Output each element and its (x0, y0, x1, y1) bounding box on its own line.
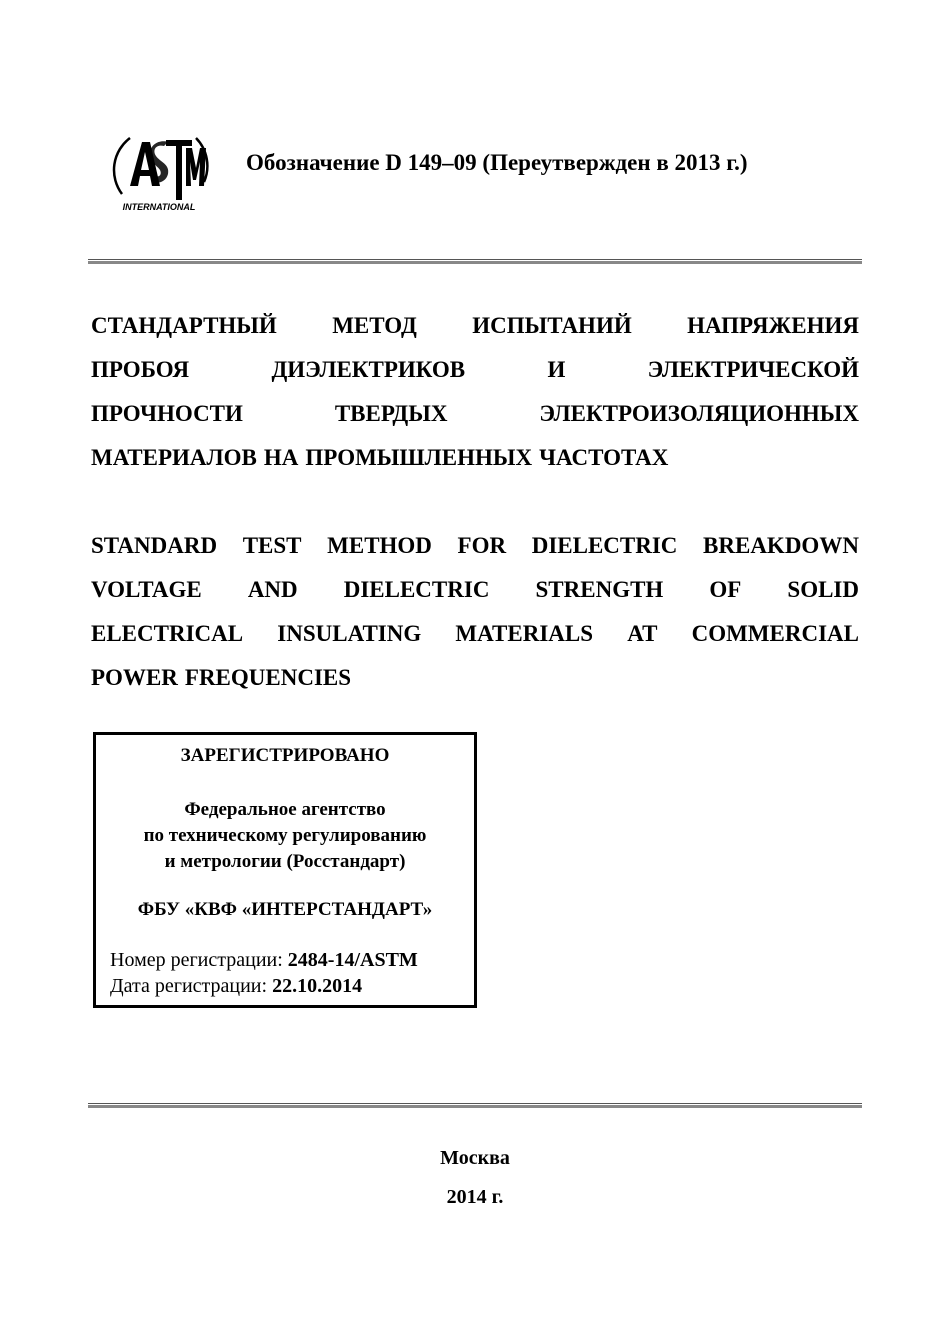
title-word: COMMERCIAL (691, 621, 859, 646)
registration-date (110, 975, 362, 998)
title-word: МЕТОД (332, 313, 417, 338)
title-word: СТАНДАРТНЫЙ (91, 313, 277, 338)
registration-box (93, 732, 477, 1008)
title-en-line (91, 656, 859, 700)
title-en-line (91, 612, 859, 656)
title-word: ТВЕРДЫХ (334, 401, 448, 426)
title-word: INSULATING (277, 621, 422, 646)
title-word: VOLTAGE (91, 577, 202, 602)
title-word: DIELECTRIC (343, 577, 490, 602)
title-word: TEST (242, 533, 302, 558)
title-word: ДИЭЛЕКТРИКОВ (271, 357, 466, 382)
title-word: ИСПЫТАНИЙ (472, 313, 632, 338)
title-word: ПРОБОЯ (91, 357, 190, 382)
registration-number (110, 949, 418, 972)
title-word: SOLID (787, 577, 859, 602)
title-word: НА (263, 445, 299, 470)
registration-number-value: 2484-14/ASTM (287, 949, 418, 971)
title-word: FOR (457, 533, 507, 558)
title-ru-line (91, 304, 859, 348)
title-word: STANDARD (91, 533, 218, 558)
registration-organization: ФБУ «КВФ «ИНТЕРСТАНДАРТ» (137, 899, 433, 920)
agency-line: Федеральное агентство (184, 799, 386, 820)
agency-line: по техническому регулированию (143, 825, 427, 846)
title-word: DIELECTRIC (531, 533, 678, 558)
designation-title: Обозначение D 149–09 (Переутвержден в 2013 г.) (246, 150, 748, 175)
title-word: ELECTRICAL (91, 621, 244, 646)
registration-heading: ЗАРЕГИСТРИРОВАНО (180, 745, 390, 766)
registration-agency (96, 797, 474, 875)
title-english (91, 524, 859, 700)
title-word: НАПРЯЖЕНИЯ (687, 313, 859, 338)
title-word: OF (709, 577, 742, 602)
title-word: STRENGTH (535, 577, 664, 602)
top-divider (88, 259, 862, 264)
title-ru-line (91, 348, 859, 392)
title-word: AT (627, 621, 658, 646)
registration-number-label: Номер регистрации: (110, 949, 288, 971)
registration-date-label: Дата регистрации: (110, 975, 273, 997)
logo-subtitle: INTERNATIONAL (122, 202, 196, 212)
title-word: POWER (91, 665, 178, 690)
title-word: ЭЛЕКТРИЧЕСКОЙ (647, 357, 859, 382)
title-word: BREAKDOWN (703, 533, 859, 558)
agency-line: и метрологии (Росстандарт) (164, 851, 406, 872)
publication-year: 2014 г. (446, 1186, 504, 1208)
bottom-divider (88, 1103, 862, 1108)
title-word: ЧАСТОТАХ (539, 445, 669, 470)
title-word: МАТЕРИАЛОВ (91, 445, 257, 470)
registration-date-value: 22.10.2014 (272, 975, 363, 997)
title-word: И (547, 357, 566, 382)
title-word: ПРОЧНОСТИ (91, 401, 243, 426)
title-word: METHOD (327, 533, 432, 558)
title-russian (91, 304, 859, 480)
title-ru-line (91, 436, 859, 480)
astm-logo (108, 124, 210, 216)
title-ru-line (91, 392, 859, 436)
title-word: MATERIALS (455, 621, 594, 646)
title-en-line (91, 568, 859, 612)
title-word: ЭЛЕКТРОИЗОЛЯЦИОННЫХ (539, 401, 859, 426)
publication-city: Москва (440, 1147, 510, 1169)
title-word: ПРОМЫШЛЕННЫХ (305, 445, 533, 470)
title-word: FREQUENCIES (184, 665, 352, 690)
title-en-line (91, 524, 859, 568)
title-word: AND (247, 577, 298, 602)
